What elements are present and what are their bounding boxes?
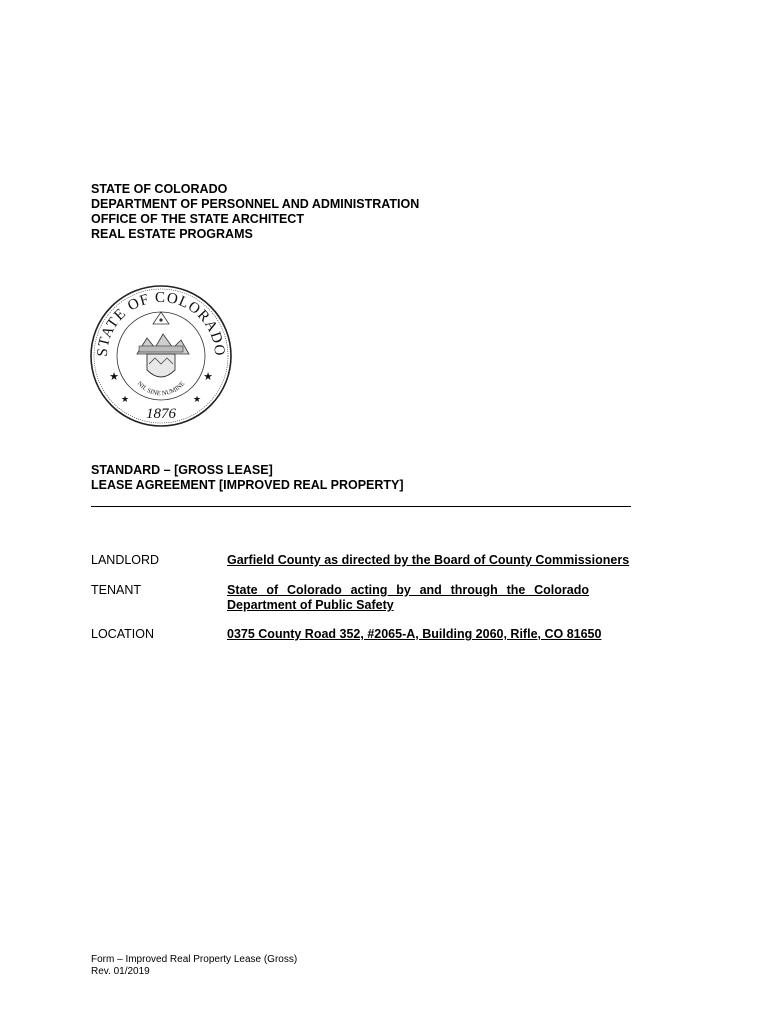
lease-title-line1: STANDARD – [GROSS LEASE] xyxy=(91,463,273,477)
tenant-label: TENANT xyxy=(91,583,141,597)
landlord-label: LANDLORD xyxy=(91,553,160,567)
header-line-department: DEPARTMENT OF PERSONNEL AND ADMINISTRATION xyxy=(91,197,420,211)
location-value xyxy=(227,627,634,642)
seal-year: 1876 xyxy=(146,406,176,422)
header-line-office: OFFICE OF THE STATE ARCHITECT xyxy=(91,212,304,226)
tenant-value-line2-text: Department of Public Safety xyxy=(227,598,394,612)
agency-header xyxy=(91,182,419,242)
tenant-value-line2 xyxy=(227,598,589,613)
seal-star-lower-right-icon: ★ xyxy=(192,394,202,404)
seal-top-text: STATE OF COLORADO xyxy=(94,289,228,358)
tenant-value xyxy=(227,583,589,613)
header-line-programs: REAL ESTATE PROGRAMS xyxy=(91,227,253,241)
location-value-text: 0375 County Road 352, #2065-A, Building 2060, Rifle, CO 81650 xyxy=(227,627,602,641)
footer-revision: Rev. 01/2019 xyxy=(91,966,150,977)
form-footer xyxy=(91,954,297,978)
seal-star-left-icon: ★ xyxy=(109,371,119,383)
tenant-value-line1: State of Colorado acting by and through the Colorado xyxy=(227,583,589,597)
seal-motto: NIL SINE NUMINE xyxy=(135,380,187,398)
lease-title-line2: LEASE AGREEMENT [IMPROVED REAL PROPERTY] xyxy=(91,478,404,492)
seal-star-lower-left-icon: ★ xyxy=(120,394,130,404)
title-divider xyxy=(91,506,631,507)
header-line-state: STATE OF COLORADO xyxy=(91,182,228,196)
footer-form-name: Form – Improved Real Property Lease (Gross) xyxy=(91,954,298,965)
state-seal-icon xyxy=(89,284,233,428)
svg-text:NIL SINE NUMINE xyxy=(136,380,186,397)
seal-star-right-icon: ★ xyxy=(203,371,213,383)
landlord-value: Garfield County as directed by the Board of County Commissioners xyxy=(227,553,630,567)
lease-title xyxy=(91,463,404,493)
location-label: LOCATION xyxy=(91,627,154,641)
